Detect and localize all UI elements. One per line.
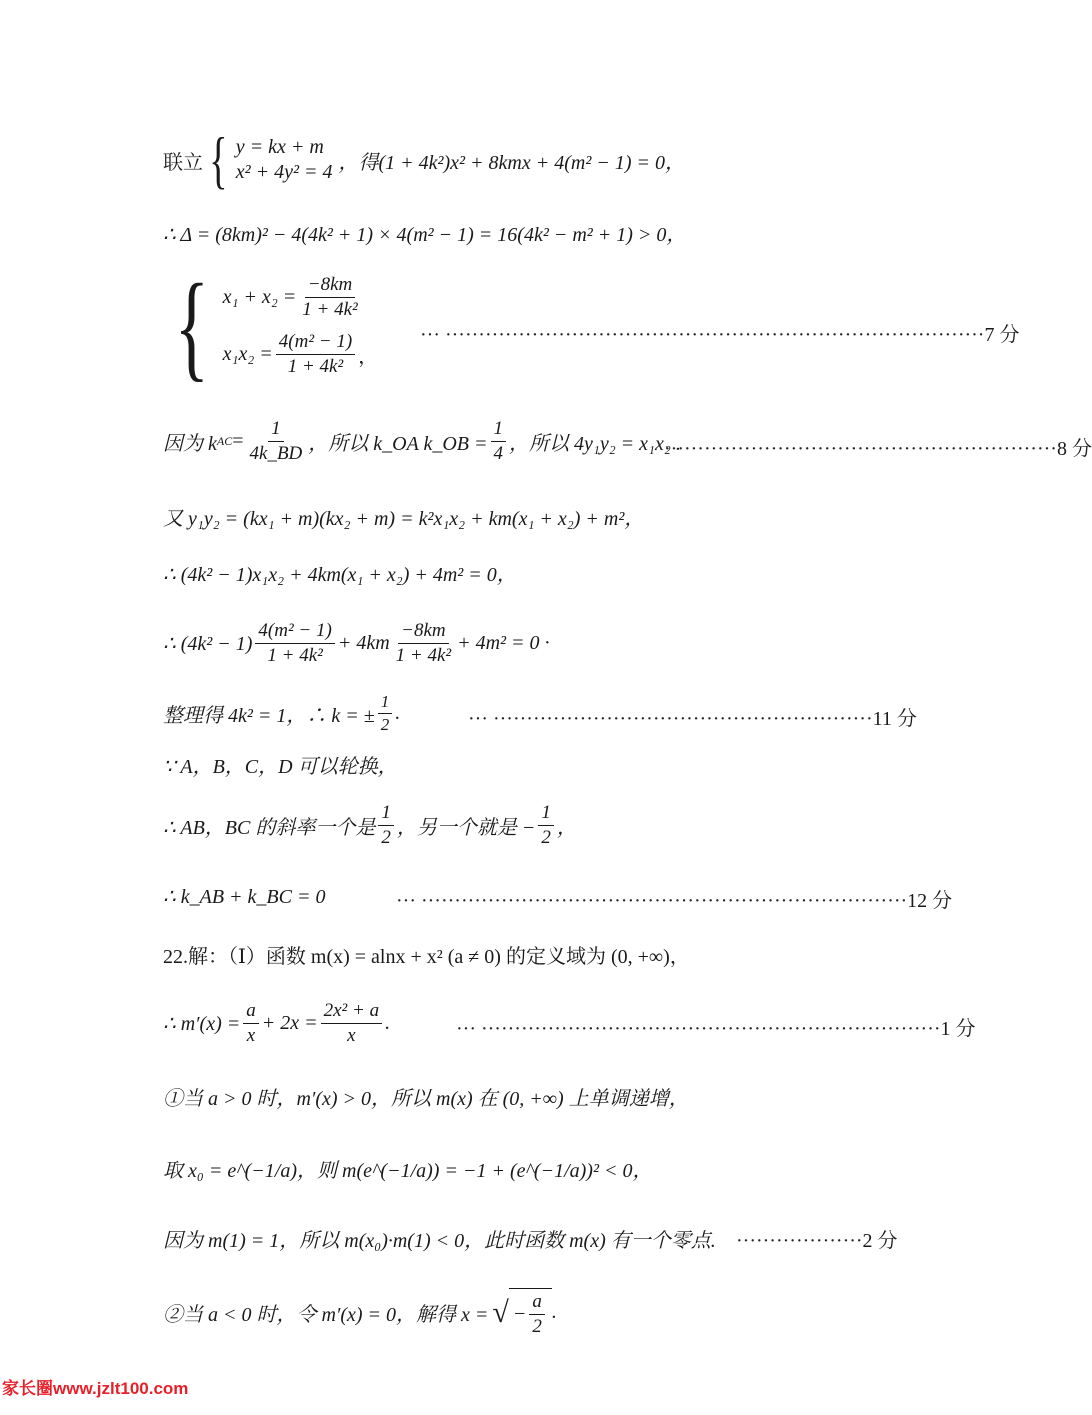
line-22-intro: [163, 940, 690, 969]
line-simultaneous: [163, 124, 685, 195]
score-7: [420, 318, 1019, 347]
x0-text: 取 x₀ = e^(−1/a)，则 m(e^(−1/a)) = −1 + (e^(−1/a))² < 0，: [163, 1160, 653, 1182]
koa-kob: ，所以 k_OA k_OB =: [308, 432, 488, 455]
prod-comma: ，: [358, 345, 379, 368]
deriv-num1: a: [243, 1000, 259, 1024]
eq2-den1: 1 + 4k²: [267, 644, 323, 666]
kac-fraction: [247, 418, 306, 465]
prod-denominator: 1 + 4k²: [287, 355, 344, 377]
score-2: [736, 1224, 898, 1253]
neg-half-den: 2: [541, 826, 551, 848]
vieta-system: [223, 274, 379, 377]
y1y2-expand: 又 y₁y₂ = (kx₁ + m)(kx₂ + m) = k²x₁x₂ + km(x₁ + x₂) + m²，: [163, 508, 645, 530]
k-fraction: [378, 692, 393, 734]
eq2-b: + 4km: [337, 631, 390, 654]
score-12-label: 12 分: [907, 890, 953, 912]
radicand-fraction: [529, 1291, 545, 1338]
line-derivative: [163, 1000, 390, 1047]
kac-num: 1: [268, 418, 284, 442]
line-eq2: [163, 620, 550, 667]
line-slopes: [163, 418, 681, 465]
sqrt-icon: √: [492, 1295, 509, 1329]
score-dots: ··· ·····································································: [456, 1018, 941, 1040]
y1y2-rel: ，所以 4y₁y₂ = x₁x₂ .: [509, 432, 681, 455]
rotate-text: ∵ A，B，C，D 可以轮换，: [163, 756, 398, 778]
score-8-label: 8 分: [1056, 438, 1092, 460]
k-den: 2: [380, 714, 390, 734]
ab-bc-c: ，: [556, 816, 577, 839]
k-value-b: .: [395, 701, 401, 724]
watermark-link[interactable]: 家长圈www.jzlt100.com: [2, 1379, 189, 1398]
kac-label: 因为 k: [163, 432, 217, 455]
radicand-den: 2: [532, 1315, 542, 1337]
eq2-frac2: [393, 620, 454, 667]
neg-half-fraction: [538, 802, 554, 849]
deriv-num2: 2x² + a: [321, 1000, 382, 1024]
radicand: − $\frac{a}{2}$: [509, 1288, 552, 1338]
score-dots: ···················: [736, 1230, 863, 1252]
case2-a: ②当 a < 0 时，令 m′(x) = 0，解得 x =: [163, 1304, 489, 1327]
quadratic-eq: ，得(1 + 4k²)x² + 8kmx + 4(m² − 1) = 0，: [338, 151, 685, 174]
k-value-a: 整理得 4k² = 1，∴ k = ±: [163, 704, 375, 727]
score-7-label: 7 分: [984, 324, 1020, 346]
eq2-a: ∴ (4k² − 1): [163, 632, 253, 655]
neg-half-num: 1: [538, 802, 554, 826]
line-vieta: [163, 259, 379, 392]
score-12: [396, 884, 952, 913]
eq2-num1: 4(m² − 1): [255, 620, 334, 644]
eq2-num2: −8km: [398, 620, 448, 644]
problem-22-intro: 22.解：（Ⅰ）函数 m(x) = alnx + x² (a ≠ 0) 的定义域为 (0, +∞)，: [163, 946, 690, 968]
score-dots: ··· ·········································································: [396, 890, 908, 912]
score-8: [664, 432, 1092, 461]
line-case1: [163, 1082, 689, 1111]
deriv-frac1: [243, 1000, 259, 1047]
line-y1y2: [163, 502, 644, 531]
eq2-frac1: [255, 620, 334, 667]
half-fraction: [378, 802, 394, 849]
eq2-c: + 4m² = 0 ·: [457, 631, 550, 654]
sum-fraction: [299, 274, 360, 321]
prod-lhs: x₁x₂ =: [222, 342, 273, 365]
score-1: [456, 1012, 976, 1041]
deriv-den2: x: [347, 1024, 356, 1046]
text-lianli: 联立: [163, 151, 203, 174]
deriv-a: ∴ m′(x) =: [163, 1012, 241, 1035]
k-num: 1: [378, 692, 393, 714]
deriv-c: .: [385, 1011, 391, 1034]
sys-eq-1: y = kx + m: [235, 136, 324, 158]
ab-bc-a: ∴ AB，BC 的斜率一个是: [163, 816, 376, 839]
zero-text: 因为 m(1) = 1，所以 m(x₀)·m(1) < 0，此时函数 m(x) 有一个零点.: [163, 1230, 716, 1252]
kac-eq: =: [232, 429, 244, 452]
score-dots: ··· ·················································································: [420, 324, 985, 346]
equation-system: [236, 136, 333, 184]
score-dots: ···························································: [664, 438, 1057, 460]
prod-fraction: [276, 331, 355, 378]
deriv-den1: x: [246, 1024, 256, 1046]
kac-sub: AC: [216, 433, 233, 448]
line-kab-kbc: [163, 884, 325, 909]
line-case2: [163, 1288, 557, 1338]
deriv-b: + 2x =: [261, 1011, 318, 1034]
line-eq1: [163, 558, 517, 587]
deriv-frac2: [321, 1000, 382, 1047]
sum-numerator: −8km: [305, 274, 355, 298]
half-num: 1: [378, 802, 394, 826]
sum-lhs: x₁ + x₂ =: [222, 286, 297, 309]
sys-eq-2: x² + 4y² = 4: [235, 161, 333, 183]
ab-bc-b: ，另一个就是 −: [396, 816, 536, 839]
discriminant: ∴ Δ = (8km)² − 4(4k² + 1) × 4(m² − 1) = 16(4k² − m² + 1) > 0，: [163, 224, 687, 246]
case1-text: ①当 a > 0 时，m′(x) > 0，所以 m(x) 在 (0, +∞) 上单调递增，: [163, 1088, 689, 1110]
sum-denominator: 1 + 4k²: [302, 299, 358, 321]
line-discriminant: [163, 218, 686, 247]
kac-den: 4k_BD: [249, 442, 303, 464]
koa-den: 4: [493, 442, 503, 464]
koa-fraction: [491, 418, 507, 465]
score-1-label: 1 分: [940, 1018, 976, 1040]
brace-vieta: {: [174, 259, 210, 392]
half-den: 2: [381, 826, 391, 848]
eq1: ∴ (4k² − 1)x₁x₂ + 4km(x₁ + x₂) + 4m² = 0，: [163, 564, 517, 586]
score-11: [468, 702, 917, 731]
koa-num: 1: [491, 418, 507, 442]
prod-numerator: 4(m² − 1): [276, 331, 355, 355]
line-zero: [163, 1224, 716, 1253]
score-2-label: 2 分: [862, 1230, 898, 1252]
radicand-num: a: [529, 1291, 545, 1315]
kab-kbc: ∴ k_AB + k_BC = 0: [163, 886, 326, 908]
case2-b: .: [551, 1301, 557, 1324]
score-11-label: 11 分: [872, 708, 917, 730]
line-x0: [163, 1154, 652, 1183]
brace-left: {: [209, 124, 228, 195]
line-rotate: [163, 750, 398, 779]
line-k-value: [163, 692, 400, 734]
line-ab-bc: [163, 802, 577, 849]
eq2-den2: 1 + 4k²: [395, 644, 452, 666]
score-dots: ··· ·························································: [468, 708, 873, 730]
